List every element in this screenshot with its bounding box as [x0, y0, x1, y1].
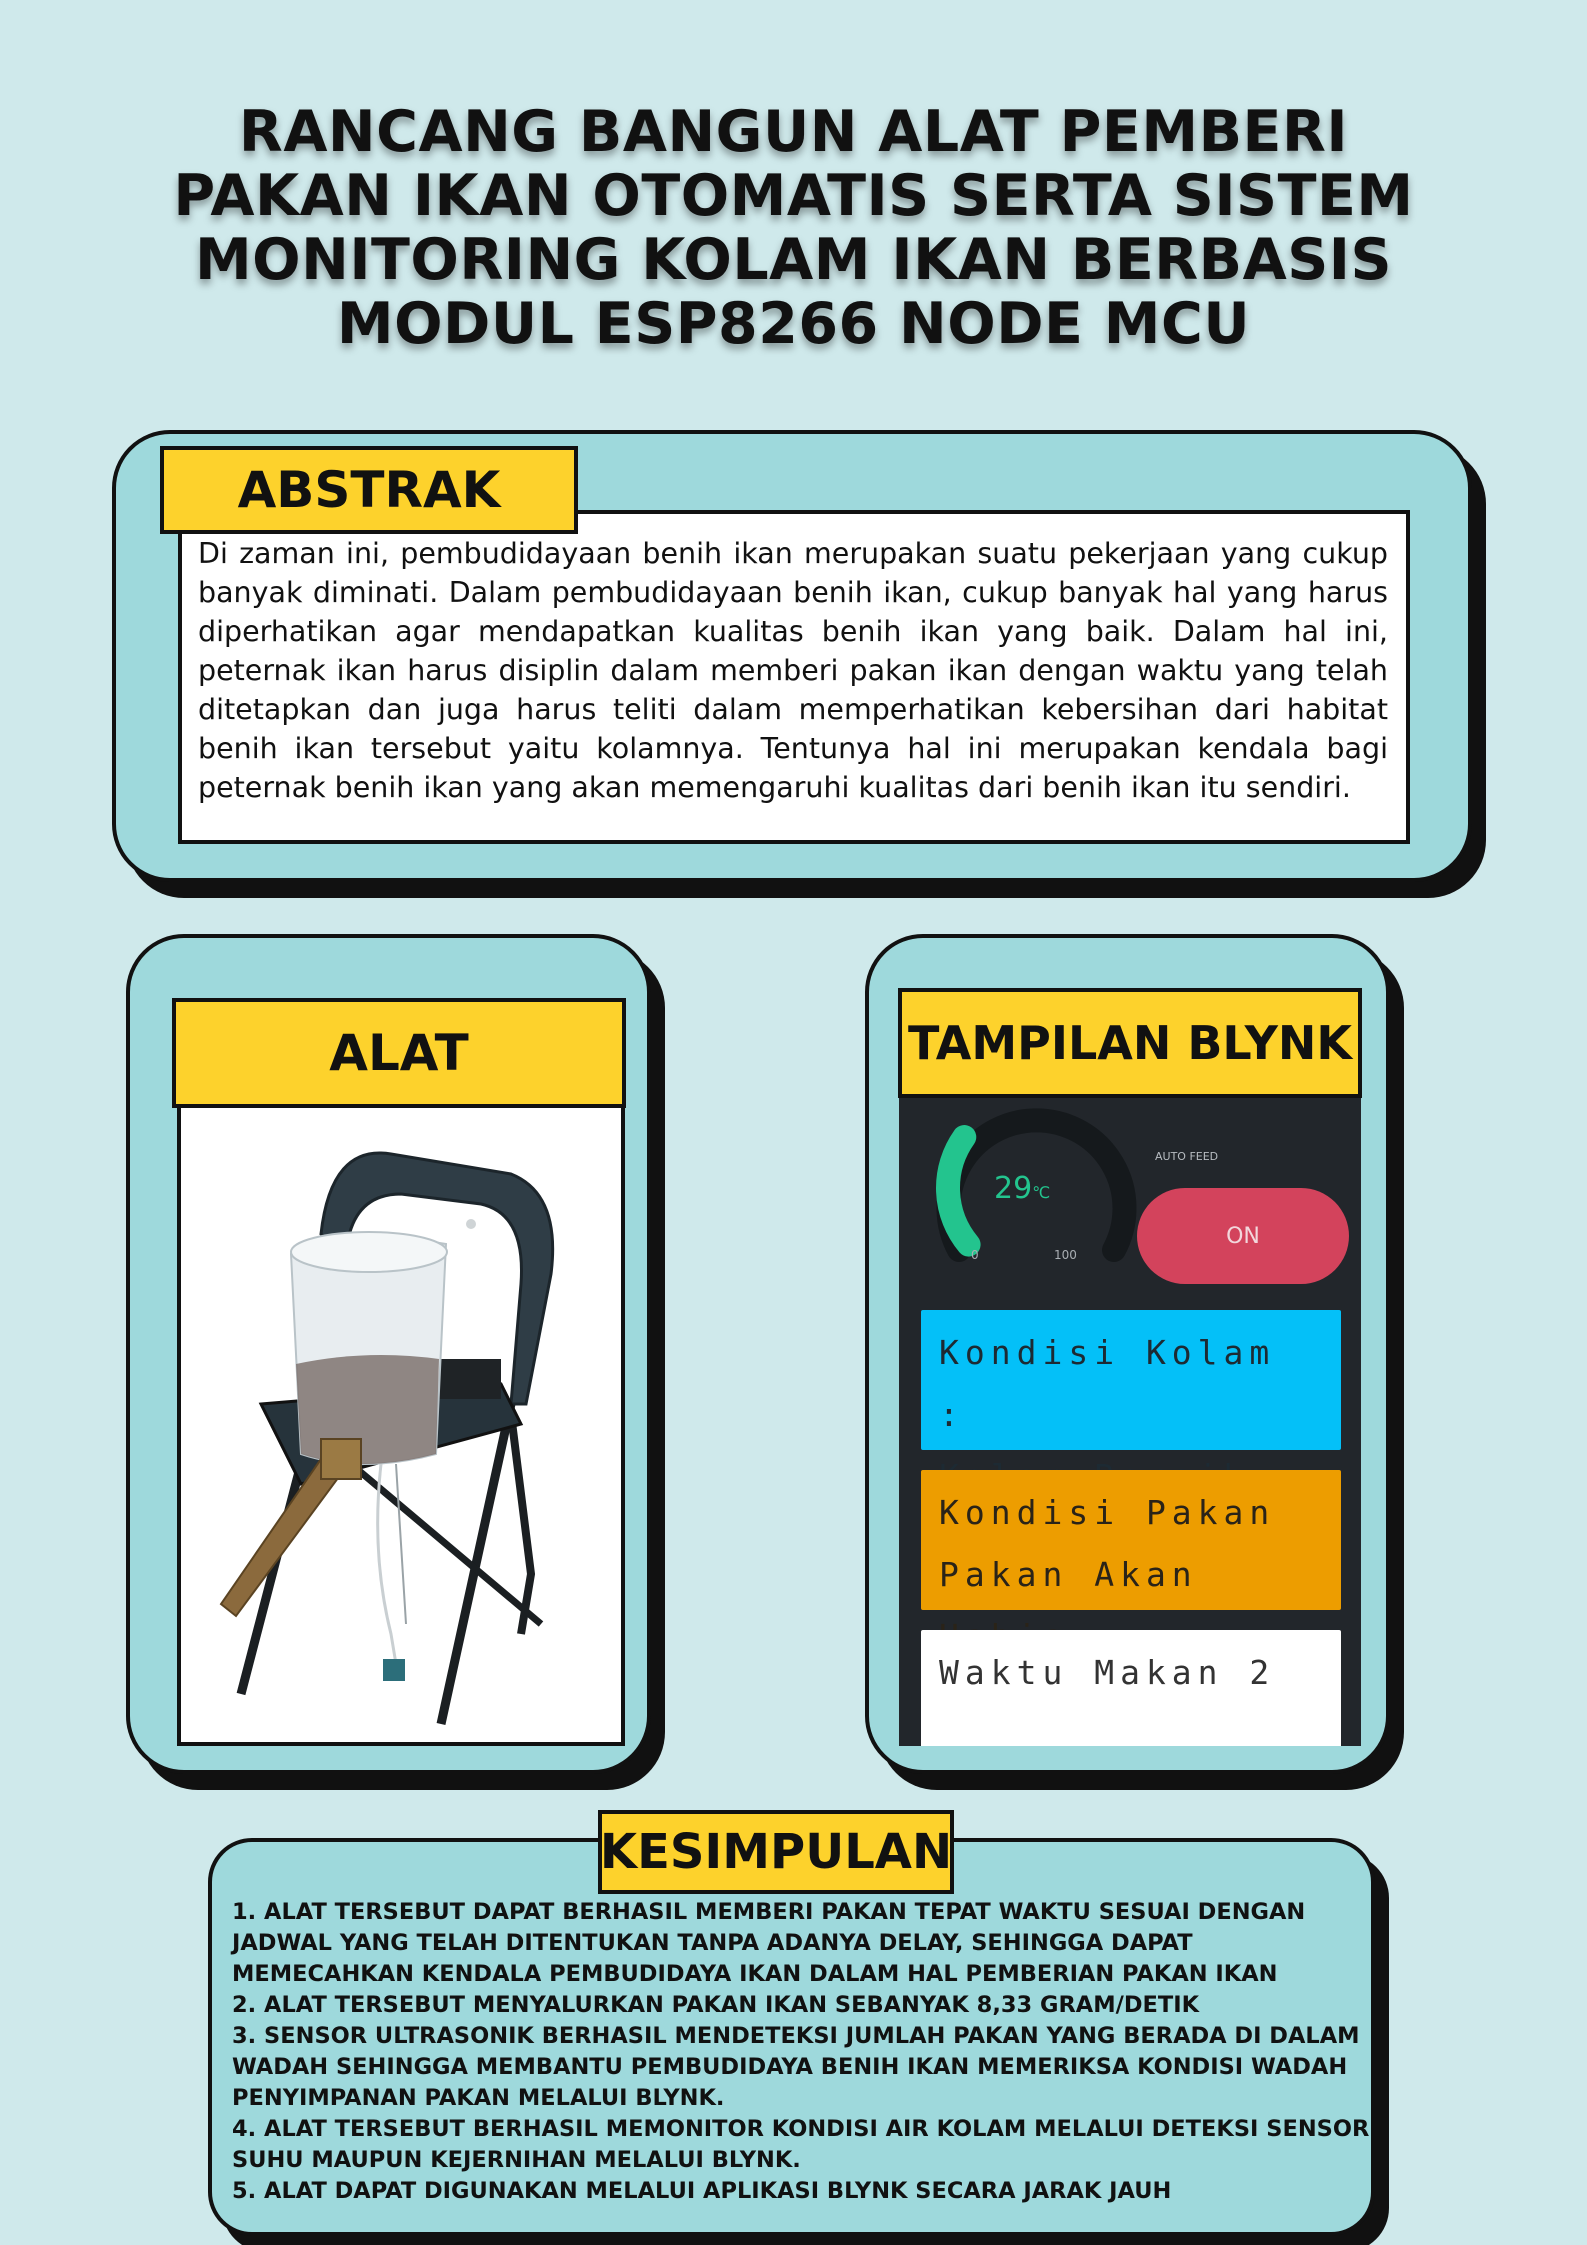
- kesimpulan-list: [232, 1897, 1372, 2207]
- lcd-pakan-line1: Kondisi Pakan: [939, 1493, 1276, 1532]
- alat-heading: ALAT: [172, 998, 626, 1108]
- kesimpulan-heading: KESIMPULAN: [598, 1810, 954, 1894]
- alat-image-frame: [177, 1100, 625, 1746]
- lcd-kondisi-pakan: [921, 1470, 1341, 1610]
- blynk-heading: TAMPILAN BLYNK: [898, 988, 1362, 1098]
- gauge-min-label: 0: [971, 1248, 979, 1262]
- lcd-kondisi-kolam: [921, 1310, 1341, 1450]
- lcd-waktu-makan: [921, 1630, 1341, 1746]
- kesimpulan-item-2: 2. ALAT TERSEBUT MENYALURKAN PAKAN IKAN SEBANYAK 8,33 GRAM/DETIK: [232, 1992, 1200, 2018]
- poster-title: RANCANG BANGUN ALAT PEMBERI PAKAN IKAN OTOMATIS SERTA SISTEM MONITORING KOLAM IKAN BERBASIS MODUL ESP8266 NODE MCU: [173, 99, 1414, 357]
- abstrak-text-box: [178, 510, 1410, 844]
- lcd-pakan-line2: Pakan Akan: [939, 1555, 1198, 1594]
- gauge-value: 29℃: [994, 1171, 1051, 1206]
- kesimpulan-item-1: 1. ALAT TERSEBUT DAPAT BERHASIL MEMBERI PAKAN TEPAT WAKTU SESUAI DENGAN JADWAL YANG TELAH DITENTUKAN TANPA ADANYA DELAY, SEHINGGA DAPAT MEMECAHKAN KENDALA PEMBUDIDAYA IKAN DALAM HAL PEMBERIAN PAKAN IKAN: [232, 1899, 1306, 1987]
- auto-feed-label: AUTO FEED: [1155, 1150, 1219, 1163]
- abstrak-heading: ABSTRAK: [160, 446, 578, 534]
- lcd-kolam-line1: Kondisi Kolam :: [939, 1333, 1276, 1434]
- kesimpulan-item-5: 5. ALAT DAPAT DIGUNAKAN MELALUI APLIKASI BLYNK SECARA JARAK JAUH: [232, 2178, 1172, 2204]
- blynk-phone-screen: [899, 1096, 1361, 1746]
- kesimpulan-item-3: 3. SENSOR ULTRASONIK BERHASIL MENDETEKSI JUMLAH PAKAN YANG BERADA DI DALAM WADAH SEHINGGA MEMBANTU PEMBUDIDAYA BENIH IKAN MEMERIKSA KONDISI WADAH PENYIMPANAN PAKAN MELALUI BLYNK.: [232, 2023, 1360, 2111]
- gauge-max-label: 100: [1054, 1248, 1077, 1262]
- lcd-waktu-line1: Waktu Makan 2: [939, 1653, 1276, 1692]
- auto-feed-button[interactable]: ON: [1137, 1188, 1349, 1284]
- abstrak-text: Di zaman ini, pembudidayaan benih ikan merupakan suatu pekerjaan yang cukup banyak diminati. Dalam pembudidayaan benih ikan, cukup banyak hal yang harus diperhatikan agar mendapatkan kualitas benih ikan yang baik. Dalam hal ini, peternak ikan harus disiplin dalam memberi pakan ikan dengan waktu yang telah ditetapkan dan juga harus teliti dalam memperhatikan kebersihan dari habitat benih ikan tersebut yaitu kolamnya. Tentunya hal ini merupakan kendala bagi peternak benih ikan yang akan memengaruhi kualitas dari benih ikan itu sendiri.: [198, 537, 1388, 804]
- fish-feeder-on-chair-photo-icon: [181, 1104, 621, 1742]
- kesimpulan-item-4: 4. ALAT TERSEBUT BERHASIL MEMONITOR KONDISI AIR KOLAM MELALUI DETEKSI SENSOR SUHU MAUPUN KEJERNIHAN MELALUI BLYNK.: [232, 2116, 1370, 2173]
